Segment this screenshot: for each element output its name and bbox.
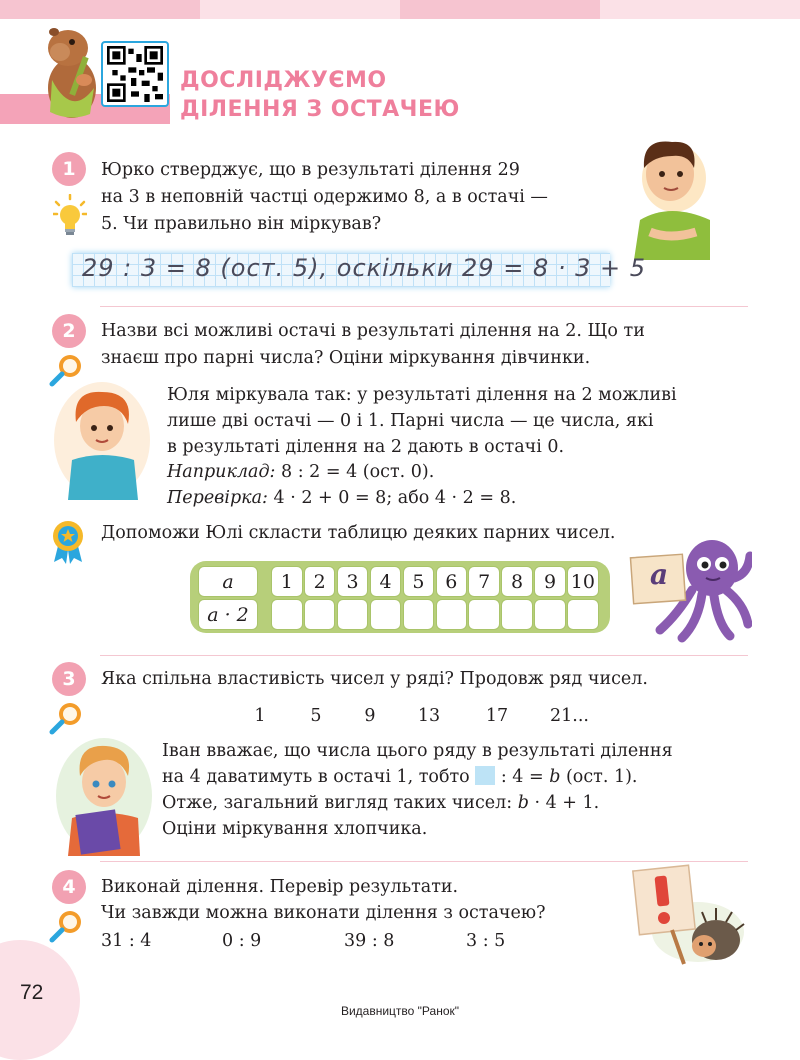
table-value-cell: 4 — [370, 566, 402, 597]
ivan-text-part: на 4 даватимуть в остачі 1, тобто — [162, 767, 476, 787]
division-expression: 0 : 9 — [222, 931, 262, 951]
handwritten-solution: 29 : 3 = 8 (ост. 5), оскільки 29 = 8 · 3 + 5 — [82, 254, 647, 282]
table-value-cell: 9 — [534, 566, 566, 597]
ivan-text-line — [162, 790, 599, 817]
qr-code[interactable] — [101, 41, 169, 107]
girl-illustration — [52, 380, 152, 505]
magnifier-icon — [49, 908, 85, 944]
task1-text-line: Юрко стверджує, що в результаті ділення 29 — [101, 160, 520, 180]
table-answer-cell[interactable] — [501, 599, 533, 630]
ivan-text-part: : 4 = — [495, 767, 550, 787]
ivan-illustration — [54, 734, 154, 856]
table-answer-cell[interactable] — [468, 599, 500, 630]
table-value-cell: 8 — [501, 566, 533, 597]
table-value-cell: 7 — [468, 566, 500, 597]
ivan-text-part: · 4 + 1. — [528, 793, 600, 813]
qr-code-icon — [107, 46, 163, 102]
ivan-text-line — [162, 764, 637, 791]
sequence-number: 5 — [310, 706, 322, 726]
table-header-a-times-2: a · 2 — [198, 599, 258, 630]
top-bar-segment — [400, 0, 600, 19]
table-value-cell: 10 — [567, 566, 599, 597]
table-answer-cell[interactable] — [370, 599, 402, 630]
section-divider — [100, 655, 748, 656]
section-divider — [100, 306, 748, 307]
table-answer-cell[interactable] — [337, 599, 369, 630]
task-number-badge: 4 — [52, 870, 86, 904]
sequence-number: 1 — [254, 706, 266, 726]
top-bar-segment — [200, 0, 400, 19]
blank-box — [475, 766, 495, 785]
magnifier-icon — [49, 700, 85, 736]
task2-text-line: Назви всі можливі остачі в результаті ділення на 2. Що ти — [101, 321, 645, 341]
hedgehog-illustration — [628, 862, 748, 968]
division-expression: 3 : 5 — [466, 931, 506, 951]
task-number-badge: 2 — [52, 314, 86, 348]
variable-b: b — [517, 793, 529, 813]
capybara-mascot — [34, 22, 104, 122]
medal-icon — [50, 520, 86, 564]
publisher-footer: Видавництво "Ранок" — [340, 1004, 460, 1018]
lesson-title-line2: ДІЛЕННЯ З ОСТАЧЕЮ — [180, 97, 460, 122]
example-label: Наприклад: — [167, 462, 276, 482]
sequence-number: 17 — [485, 706, 509, 726]
division-expression: 31 : 4 — [101, 931, 152, 951]
page-number: 72 — [20, 981, 44, 1004]
top-bar-segment — [0, 0, 200, 19]
lightbulb-icon — [53, 194, 87, 240]
ivan-text-line: Оціни міркування хлопчика. — [162, 819, 428, 839]
table-answer-cell[interactable] — [271, 599, 303, 630]
table-answer-cell[interactable] — [304, 599, 336, 630]
task2-text-line: знаєш про парні числа? Оціни міркування дівчинки. — [101, 348, 591, 368]
girl-text-line: в результаті ділення на 2 дають в остачі 0. — [167, 437, 565, 457]
table-value-cell: 2 — [304, 566, 336, 597]
check-line — [167, 485, 516, 512]
boy-illustration — [630, 132, 710, 260]
table-answer-cell[interactable] — [436, 599, 468, 630]
task1-text-line: 5. Чи правильно він міркував? — [101, 214, 382, 234]
octopus-illustration — [626, 534, 752, 646]
example-line — [167, 459, 434, 486]
table-answer-cell[interactable] — [403, 599, 435, 630]
ivan-text-part: (ост. 1). — [560, 767, 638, 787]
sequence-number: 21... — [550, 706, 589, 726]
task4-text-line: Чи завжди можна виконати ділення з остачею? — [101, 903, 546, 923]
girl-text-line: лише дві остачі — 0 і 1. Парні числа — це числа, які — [167, 411, 654, 431]
ivan-text-line: Іван вважає, що числа цього ряду в результаті ділення — [162, 741, 673, 761]
division-expression: 39 : 8 — [344, 931, 395, 951]
table-header-a: a — [198, 566, 258, 597]
girl-text-line: Юля міркувала так: у результаті ділення на 2 можливі — [167, 385, 677, 405]
top-bar-segment — [600, 0, 800, 19]
table-answer-cell[interactable] — [567, 599, 599, 630]
variable-b: b — [549, 767, 561, 787]
check-value: 4 · 2 + 0 = 8; або 4 · 2 = 8. — [267, 488, 517, 508]
sequence-number: 9 — [364, 706, 376, 726]
table-intro: Допоможи Юлі скласти таблицю деяких парних чисел. — [101, 523, 616, 543]
task1-text-line: на 3 в неповній частці одержимо 8, а в остачі — — [101, 187, 548, 207]
table-value-cell: 1 — [271, 566, 303, 597]
octopus-card-letter: a — [650, 558, 669, 591]
task3-question: Яка спільна властивість чисел у ряді? Продовж ряд чисел. — [101, 669, 648, 689]
lesson-title-line1: ДОСЛІДЖУЄМО — [180, 68, 387, 93]
table-answer-cell[interactable] — [534, 599, 566, 630]
sequence-number: 13 — [417, 706, 441, 726]
task-number-badge: 3 — [52, 662, 86, 696]
check-label: Перевірка: — [167, 488, 268, 508]
task4-text-line: Виконай ділення. Перевір результати. — [101, 877, 459, 897]
table-value-cell: 3 — [337, 566, 369, 597]
table-value-cell: 5 — [403, 566, 435, 597]
example-value: 8 : 2 = 4 (ост. 0). — [275, 462, 435, 482]
task-number-badge: 1 — [52, 152, 86, 186]
handwritten-solution-strip — [72, 253, 647, 287]
ivan-text-part: Отже, загальний вигляд таких чисел: — [162, 793, 518, 813]
table-value-cell: 6 — [436, 566, 468, 597]
